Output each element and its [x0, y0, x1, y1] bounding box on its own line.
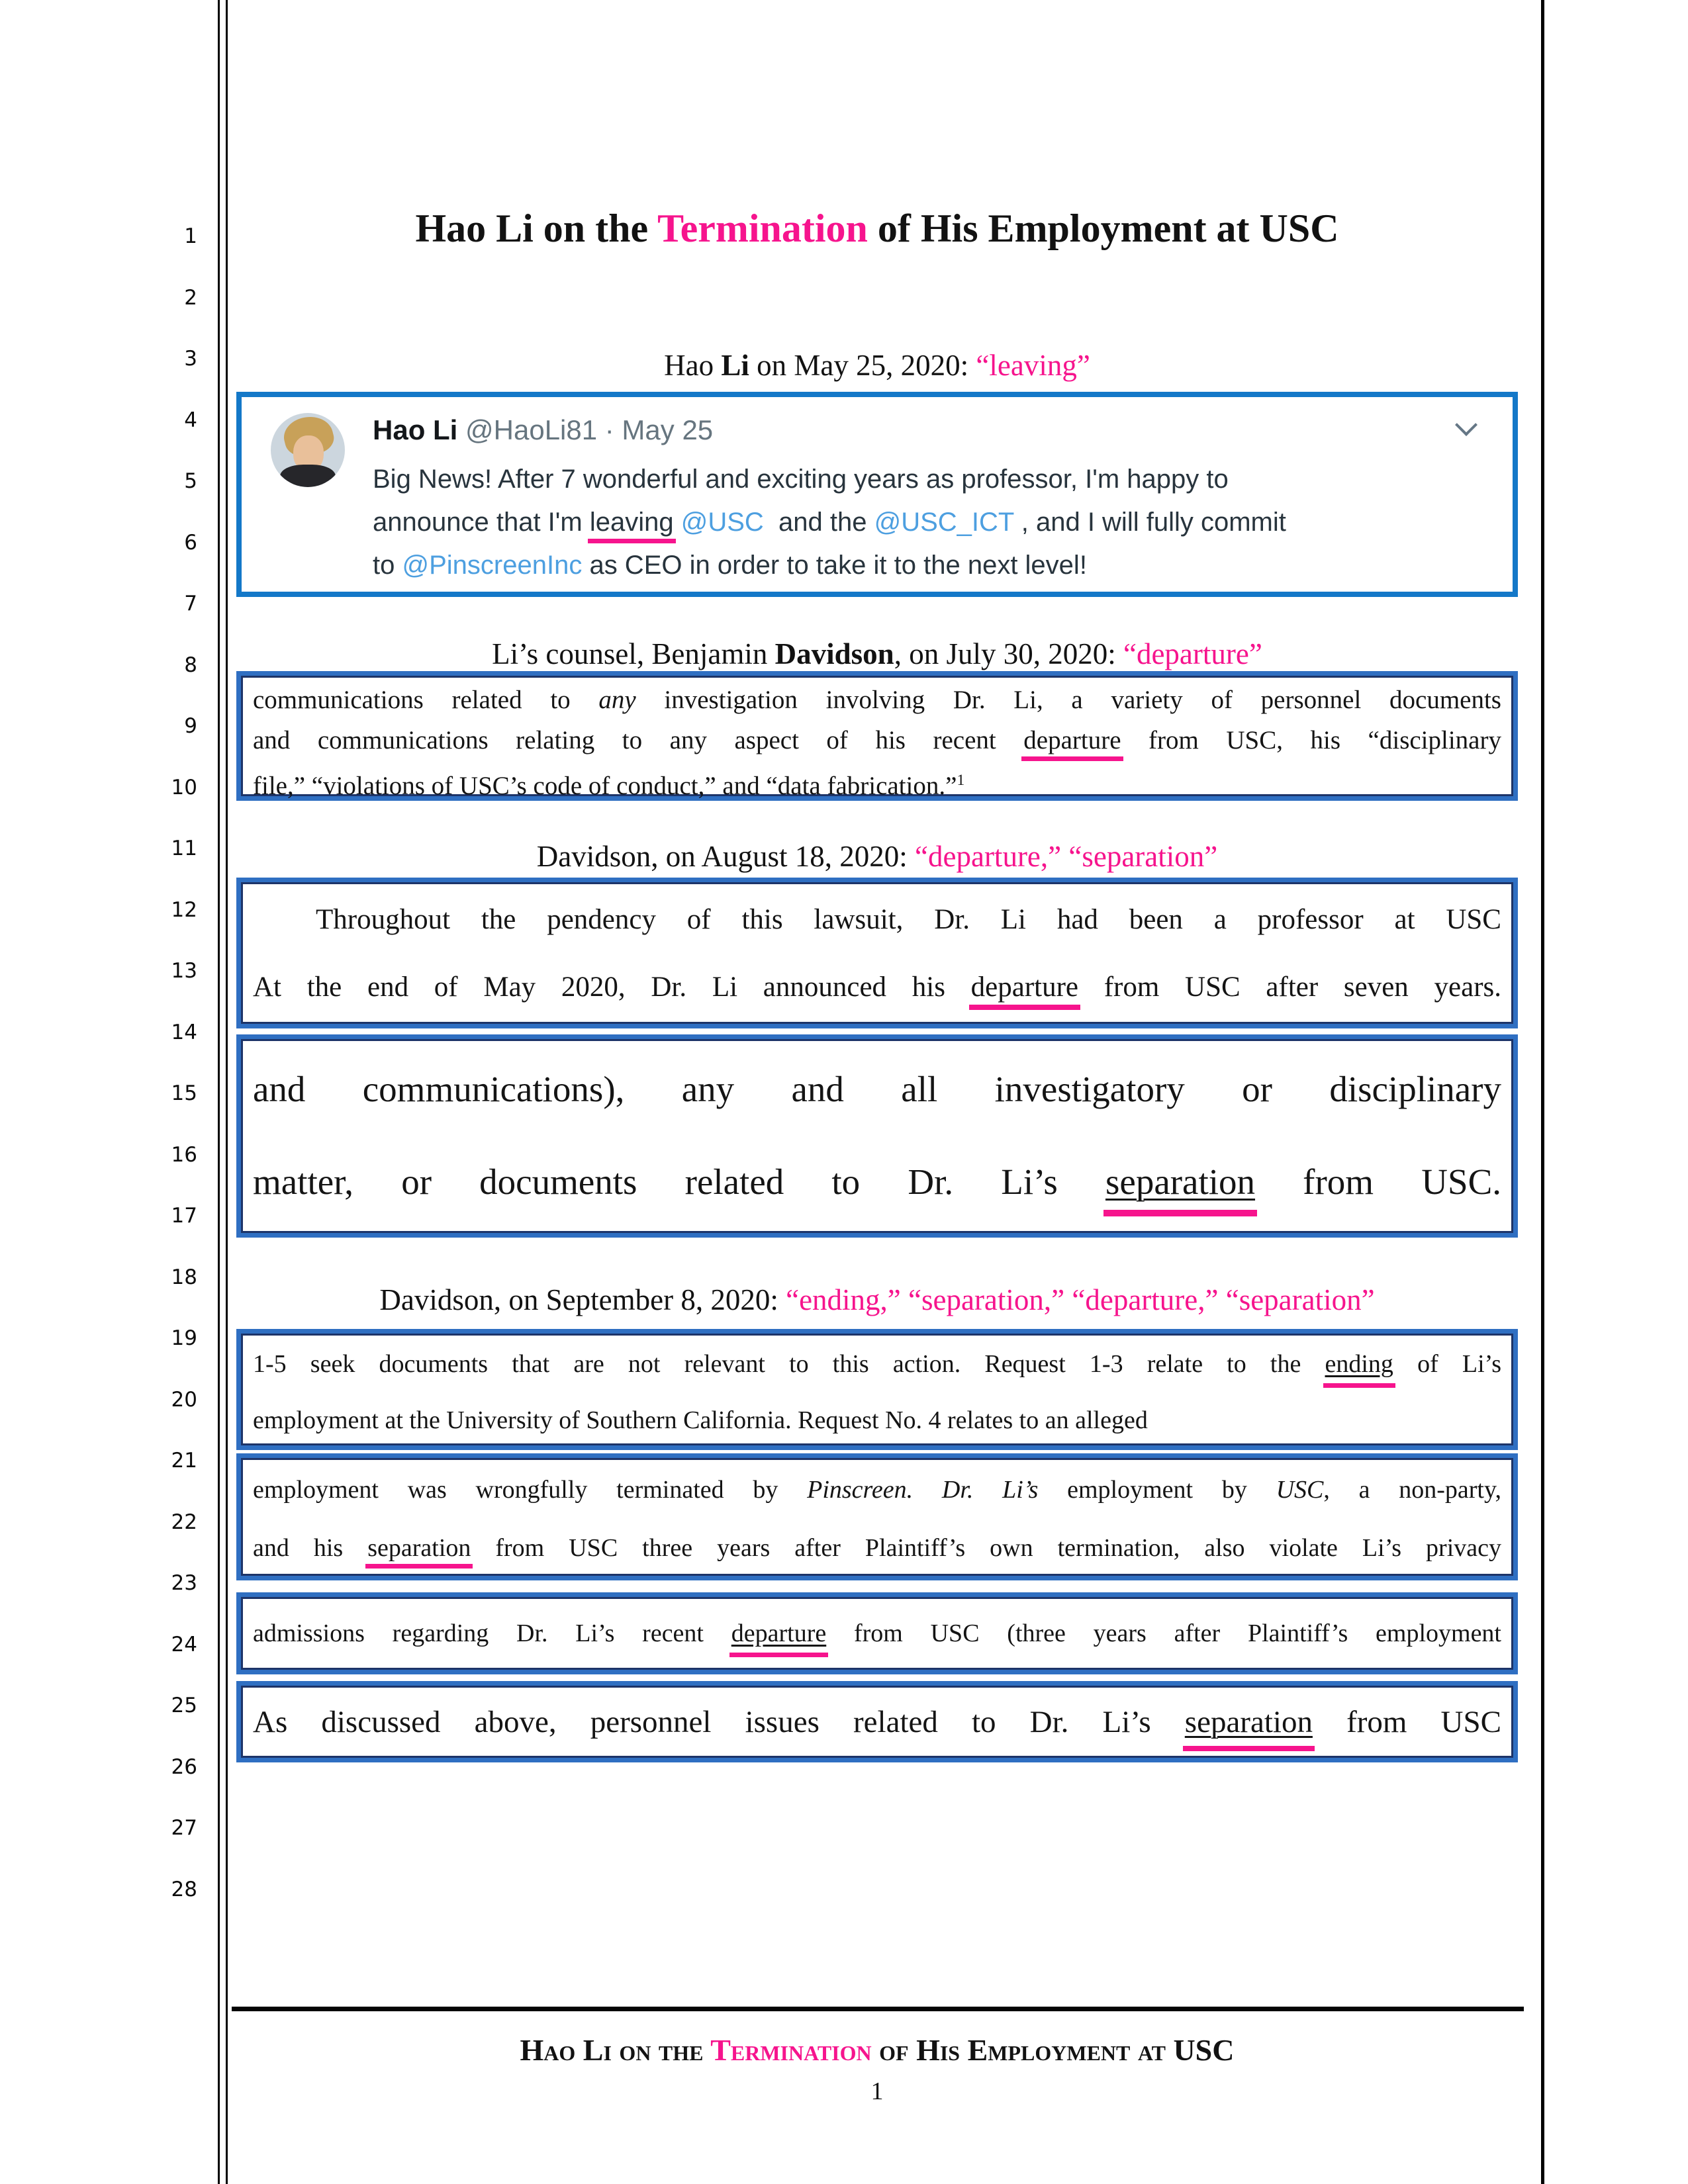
excerpt-line [241, 1619, 1513, 1648]
line-number: 10 [171, 775, 197, 799]
line-number: 19 [171, 1326, 197, 1350]
text-segment: , a non-party, [1323, 1476, 1501, 1504]
line-number: 9 [184, 714, 197, 738]
text-segment: from USC after seven years. [1078, 972, 1501, 1003]
excerpt-line [241, 676, 1513, 720]
text-segment: employment by [1038, 1476, 1276, 1504]
text-segment: to [373, 551, 402, 580]
line-number: 16 [171, 1142, 197, 1167]
text-segment: admissions regarding Dr. Li’s recent [253, 1619, 731, 1647]
text-segment: from USC three years after Plaintiff’s own termination, also violate Li’s privacy [471, 1534, 1501, 1562]
text-segment: employment was wrongfully terminated by [253, 1476, 808, 1504]
page-number: 1 [870, 2077, 884, 2105]
text-segment: file,” “violations of USC’s code of conduct,” and “data fabrication.” [253, 772, 957, 800]
right-margin-rule [1541, 0, 1544, 2184]
line-number: 22 [171, 1510, 197, 1534]
caption-aug18 [236, 838, 1518, 875]
line-number: 15 [171, 1081, 197, 1105]
page-title [236, 206, 1518, 250]
tweet-handle-date[interactable]: @HaoLi81 · May 25 [465, 414, 714, 445]
excerpt-line [241, 882, 1513, 954]
text-segment: Throughout the pendency of this lawsuit, Dr. Li had been a professor at USC [316, 904, 1501, 935]
line-number: 8 [184, 653, 197, 677]
excerpt-box-sep8-third [236, 1592, 1518, 1674]
text-segment: departure [1023, 726, 1121, 754]
text-segment: communications related to [253, 686, 599, 714]
tweet-body-line [373, 501, 1472, 544]
text-segment: of His Employment at USC [867, 206, 1339, 250]
line-number: 4 [184, 408, 197, 432]
left-margin-rule-outer [218, 0, 220, 2184]
text-segment: Pinscreen. Dr. Li’s [807, 1476, 1039, 1504]
text-segment[interactable]: @PinscreenInc [402, 551, 583, 580]
text-segment: Li [721, 349, 749, 382]
line-number: 1 [184, 224, 197, 248]
tweet-body-line [373, 458, 1472, 501]
excerpt-box-jul30 [236, 671, 1518, 801]
text-segment: Big News! After 7 wonderful and exciting years as professor, I'm happy to [373, 465, 1229, 494]
text-segment: Hao Li on the [415, 206, 658, 250]
line-number: 3 [184, 347, 197, 371]
excerpt-line [241, 1392, 1513, 1449]
avatar[interactable] [271, 413, 345, 487]
line-number: 11 [171, 837, 197, 860]
text-segment: 1 [957, 772, 965, 789]
text-segment: separation [1184, 1704, 1313, 1739]
text-segment: USC [1276, 1476, 1324, 1504]
text-segment: Termination [710, 2033, 872, 2067]
tweet-header [373, 414, 713, 446]
line-number: 12 [171, 897, 197, 922]
tweet-body [373, 458, 1472, 587]
text-segment [674, 508, 681, 537]
line-number: 6 [184, 530, 197, 555]
tweet-body-line [373, 544, 1472, 587]
text-segment: and the [763, 508, 874, 537]
caption-may25 [236, 347, 1518, 384]
text-segment: as CEO in order to take it to the next level! [582, 551, 1087, 580]
line-number-column [0, 206, 203, 1920]
excerpt-line [241, 1519, 1513, 1577]
footer-rule [232, 2007, 1524, 2011]
line-number: 20 [171, 1387, 197, 1412]
text-segment: from USC. [1255, 1161, 1501, 1202]
excerpt-box-sep8-second [236, 1453, 1518, 1580]
text-segment: 1-5 seek documents that are not relevant to this action. Request 1-3 relate to the [253, 1350, 1325, 1378]
excerpt-box-sep8-fourth [236, 1681, 1518, 1762]
text-segment: and communications relating to any aspect of his recent [253, 726, 1024, 754]
text-segment: any [598, 686, 636, 714]
text-segment: Termination [657, 206, 868, 250]
text-segment: , and I will fully commit [1013, 508, 1286, 537]
text-segment: Hao [664, 349, 722, 382]
text-segment: “departure,” “separation” [915, 840, 1218, 873]
excerpt-line [241, 1136, 1513, 1228]
excerpt-line [241, 1704, 1513, 1740]
excerpt-line [241, 954, 1513, 1021]
text-segment: At the end of May 2020, Dr. Li announced his [253, 972, 971, 1003]
text-segment: matter, or documents related to Dr. Li’s [253, 1161, 1105, 1202]
text-segment: and his [253, 1534, 368, 1562]
excerpt-box-sep8-first [236, 1329, 1518, 1450]
line-number: 14 [171, 1020, 197, 1044]
text-segment: on May 25, 2020: [749, 349, 976, 382]
text-segment: of His Employment at USC [871, 2033, 1235, 2067]
text-segment: “departure” [1123, 637, 1262, 670]
excerpt-line [241, 720, 1513, 760]
line-number: 26 [171, 1754, 197, 1779]
text-segment: departure [731, 1619, 827, 1647]
text-segment[interactable]: @USC_ICT [874, 508, 1014, 537]
text-segment: from USC [1312, 1704, 1501, 1739]
text-segment: As discussed above, personnel issues related to Dr. Li’s [253, 1704, 1185, 1739]
excerpt-line [241, 1334, 1513, 1392]
footer-title [236, 2033, 1518, 2068]
text-segment: Li’s counsel, Benjamin [492, 637, 775, 670]
text-segment: Davidson, on August 18, 2020: [536, 840, 915, 873]
line-number: 5 [184, 469, 197, 493]
line-number: 13 [171, 959, 197, 983]
text-segment: separation [367, 1534, 471, 1562]
line-number: 17 [171, 1204, 197, 1228]
text-segment: “leaving” [976, 349, 1090, 382]
excerpt-line [241, 760, 1513, 806]
chevron-down-icon[interactable] [1457, 416, 1477, 435]
text-segment: announce that I'm [373, 508, 590, 537]
text-segment: from USC (three years after Plaintiff’s employment [826, 1619, 1501, 1647]
line-number: 7 [184, 592, 197, 615]
line-number: 21 [171, 1449, 197, 1473]
excerpt-line [241, 1458, 1513, 1519]
text-segment: “ending,” “separation,” “departure,” “separation” [786, 1283, 1375, 1316]
text-segment: of Li’s [1393, 1350, 1501, 1378]
line-number: 28 [171, 1877, 197, 1901]
avatar-shirt [280, 465, 336, 487]
text-segment: and communications), any and all investigatory or disciplinary [253, 1069, 1501, 1109]
text-segment: departure [970, 972, 1078, 1003]
excerpt-box-aug18-second [236, 1034, 1518, 1238]
text-segment: employment at the University of Southern California. Request No. 4 relates to an alleged [253, 1406, 1148, 1434]
caption-sep8 [236, 1281, 1518, 1318]
excerpt-box-aug18-first [236, 878, 1518, 1028]
text-segment: Davidson, on September 8, 2020: [379, 1283, 786, 1316]
text-segment: , on July 30, 2020: [894, 637, 1123, 670]
caption-jul30 [236, 635, 1518, 672]
excerpt-line [241, 1039, 1513, 1136]
line-number: 25 [171, 1694, 197, 1717]
tweet-author-name[interactable]: Hao Li [373, 414, 458, 445]
line-number: 24 [171, 1632, 197, 1657]
text-segment: investigation involving Dr. Li, a variety of personnel documents [635, 686, 1501, 714]
line-number: 27 [171, 1816, 197, 1840]
text-segment: from USC, his “disciplinary [1121, 726, 1501, 754]
line-number: 23 [171, 1571, 197, 1595]
text-segment: leaving [589, 508, 674, 537]
text-segment: ending [1325, 1350, 1393, 1378]
text-segment: separation [1105, 1161, 1256, 1202]
tweet-card [236, 392, 1518, 597]
line-number: 18 [171, 1265, 197, 1289]
line-number: 2 [184, 285, 197, 310]
text-segment: Davidson [774, 637, 894, 670]
text-segment: Hao Li on the [520, 2033, 711, 2067]
text-segment[interactable]: @USC [680, 508, 764, 537]
left-margin-rule-inner [226, 0, 228, 2184]
